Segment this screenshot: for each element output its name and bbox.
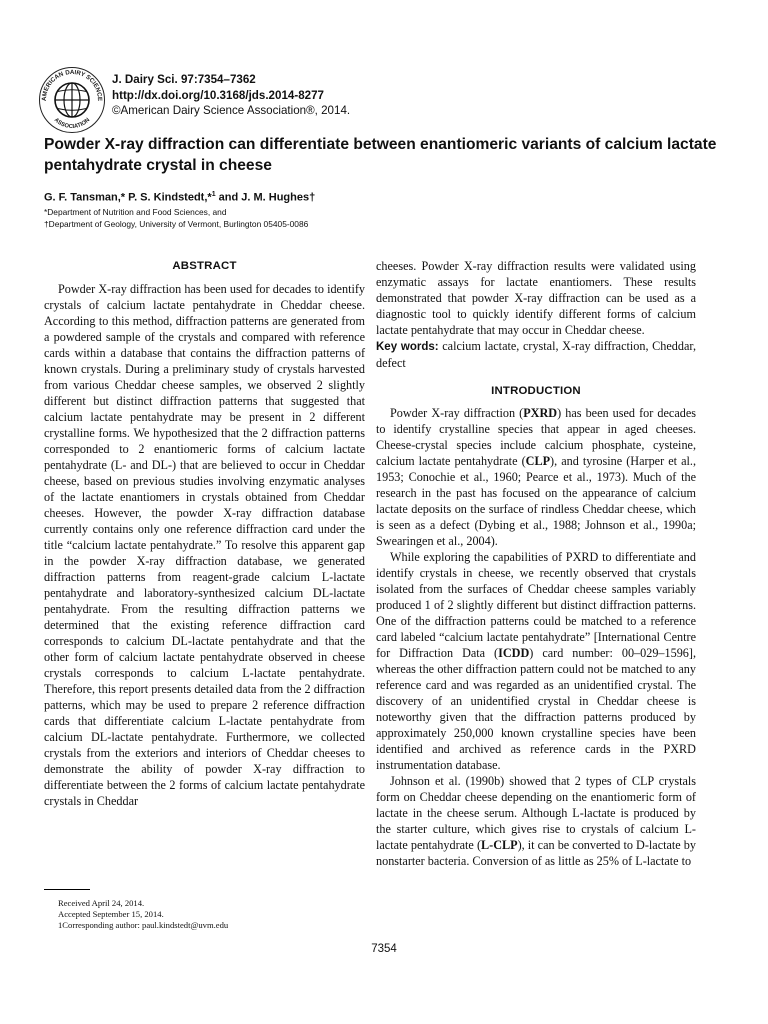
affiliation-2: †Department of Geology, University of Vermont, Burlington 05405-0086 (44, 218, 309, 229)
left-column (44, 258, 365, 809)
abstract-text-right: cheeses. Powder X-ray diffraction results were validated using enzymatic assays for lactate enantiomers. These results demonstrated that powder X-ray diffraction can be used as a diagnostic tool to quickly identify different forms of calcium lactate pentahydrate that may occur in Cheddar cheese. (376, 259, 696, 337)
corresponding-author: 1Corresponding author: paul.kindstedt@uvm.edu (58, 920, 229, 930)
copyright-line: ©American Dairy Science Association®, 2014. (112, 104, 351, 117)
footnotes (58, 898, 228, 931)
affiliation-1: *Department of Nutrition and Food Sciences, and (44, 207, 227, 217)
author-list: G. F. Tansman,* P. S. Kindstedt,*$^1$ and J. M. Hughes† (44, 191, 316, 204)
abstract-heading: ABSTRACT (172, 260, 237, 272)
svg-text:AMERICAN DAIRY SCIENCE: AMERICAN DAIRY SCIENCE (40, 68, 104, 102)
received-date: Received April 24, 2014. (58, 898, 145, 908)
journal-citation: J. Dairy Sci. 97:7354–7362 (112, 73, 256, 86)
affiliations (44, 207, 308, 230)
introduction-heading: INTRODUCTION (491, 385, 581, 397)
intro-paragraph-1: Powder X-ray diffraction (PXRD) has been used for decades to identify crystalline species that appear in aged cheeses. Cheese-crystal species include calcium phosphate, cysteine, calcium lactate pentahydrate (CLP), and tyrosine (Harper et al., 1953; Conochie et al., 1960; Pearce et al., 1973). Much of the research in the past has focused on the appearance of calcium lactate deposits on the surface of rindless Cheddar cheese, which is seen as a defect (Dybing et al., 1988; Johnson et al., 1990a; Swearingen et al., 2004). (376, 406, 696, 548)
doi-link[interactable]: http://dx.doi.org/10.3168/jds.2014-8277 (112, 88, 324, 102)
accepted-date: Accepted September 15, 2014. (58, 909, 164, 919)
footnote-rule (44, 889, 90, 890)
svg-text:ASSOCIATION: ASSOCIATION (52, 117, 92, 131)
keywords (376, 338, 696, 371)
right-column (376, 258, 696, 869)
ads-association-logo (38, 66, 106, 134)
article-title: Powder X-ray diffraction can differentiate between enantiomeric variants of calcium lactate pentahydrate crystal in cheese (44, 136, 717, 174)
intro-paragraph-2: While exploring the capabilities of PXRD to differentiate and identify crystals in cheese, we recently observed that crystals isolated from the surfaces of Cheddar cheese samples variably produced 1 of 2 slightly different but distinct diffraction patterns. One of the diffraction patterns could be matched to a reference card labeled “calcium lactate pentahydrate” [International Centre for Diffraction Data (ICDD) card number: 00–029–1596], whereas the other diffraction pattern could not be matched to any reference card and was regarded as an unidentified crystal. The discovery of an unidentified crystal in Cheddar cheese is noteworthy given that the diffraction patterns produced by approximately 250,000 known crystalline species have been identified and archived as reference cards in the PXRD instrumentation database. (376, 550, 696, 772)
keywords-label: Key words: (376, 341, 439, 353)
page-number: 7354 (371, 943, 397, 955)
abstract-text-left: Powder X-ray diffraction has been used for decades to identify crystals of calcium lactate pentahydrate in Cheddar cheese. According to this method, diffraction patterns are generated from a powdered sample of the crystals and compared with reference cards within a database that contains the diffraction patterns of known crystals. During a preliminary study of crystals harvested from various Cheddar cheese samples, we observed 2 slightly different but distinct diffraction patterns that suggested that calcium lactate pentahydrate may be present in 2 different crystalline forms. We hypothesized that the 2 diffraction patterns corresponded to 2 enantiomeric forms of calcium lactate pentahydrate (L- and DL-) that are believed to occur in Cheddar cheese, based on previous studies involving enzymatic analyses of the lactate enantiomers in crystals obtained from Cheddar cheeses. However, the powder X-ray diffraction database currently contains only one reference diffraction card under the title “calcium lactate pentahydrate.” To resolve this apparent gap in the powder X-ray diffraction database, we generated diffraction patterns from reagent-grade calcium L-lactate pentahydrate and laboratory-synthesized calcium DL-lactate pentahydrate. From the resulting diffraction patterns we determined that the existing reference diffraction card corresponds to calcium DL-lactate pentahydrate and that the other form of calcium lactate pentahydrate observed in cheese crystals corresponds to calcium L-lactate pentahydrate. Therefore, this report presents detailed data from the 2 diffraction patterns, which may be used to prepare 2 reference diffraction cards that differentiate calcium L-lactate pentahydrate from calcium DL-lactate pentahydrate. Furthermore, we collected crystals from the exteriors and interiors of Cheddar cheeses to demonstrate the ability of powder X-ray diffraction to differentiate between the 2 forms of calcium lactate pentahydrate crystals in Cheddar (44, 282, 365, 808)
intro-paragraph-3: Johnson et al. (1990b) showed that 2 types of CLP crystals form on Cheddar cheese depending on the enantiomeric form of lactate in the cheese serum. Although L-lactate is produced by the starter culture, which gives rise to crystals of calcium L-lactate pentahydrate (L-CLP), it can be converted to D-lactate by nonstarter bacteria. Conversion of as little as 25% of L-lactate to (376, 774, 696, 868)
keywords-text: calcium lactate, crystal, X-ray diffraction, Cheddar, defect (376, 339, 696, 370)
journal-header (112, 72, 350, 119)
